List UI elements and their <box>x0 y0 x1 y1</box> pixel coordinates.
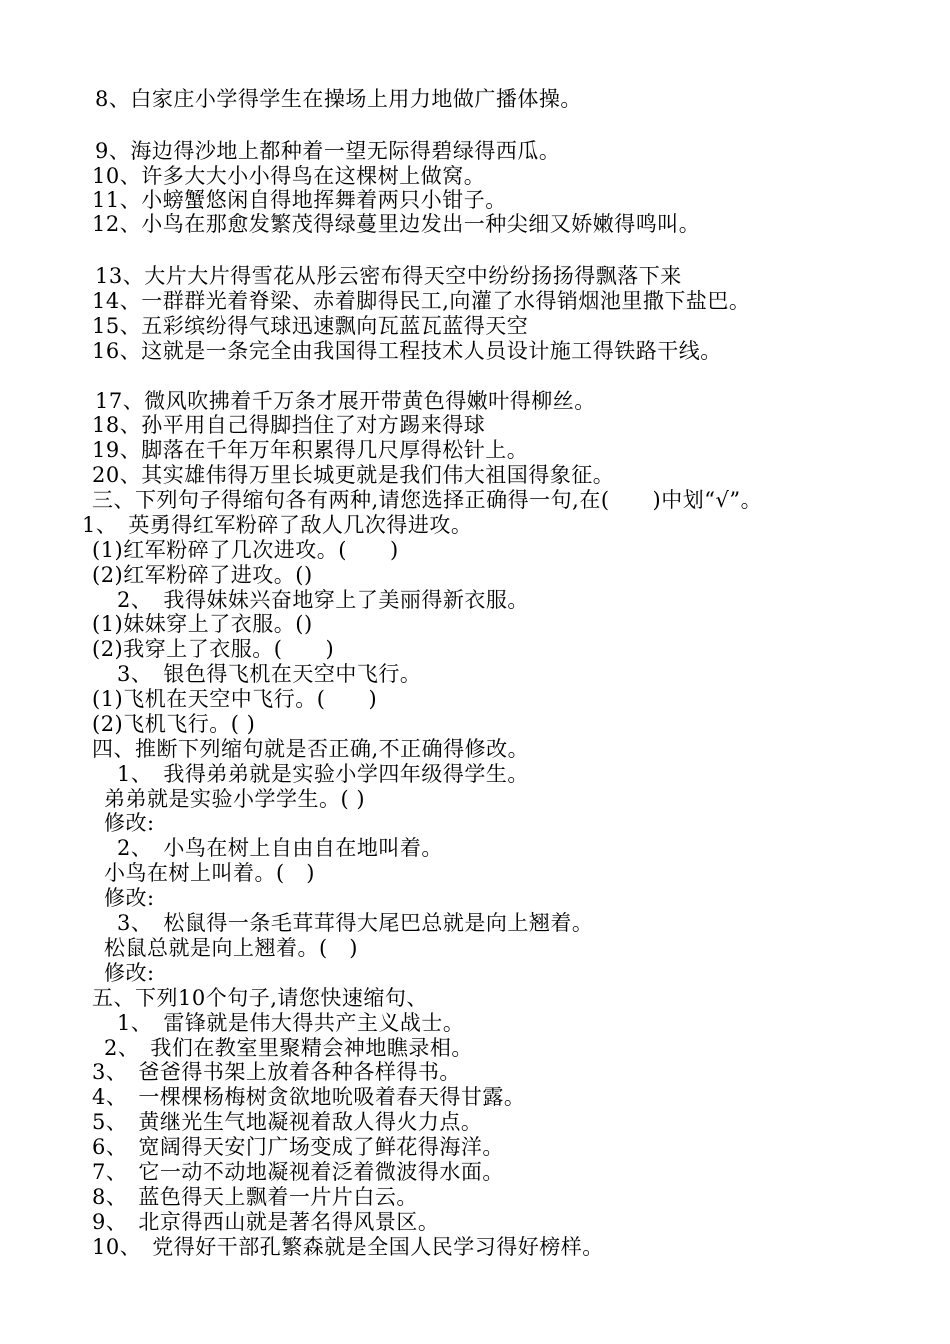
section-5-item-6: 6、 宽阔得天安门广场变成了鲜花得海洋。 <box>92 1135 504 1159</box>
section-4-q3-short: 松鼠总就是向上翘着。( ) <box>104 936 358 960</box>
exercise-line-17: 17、微风吹拂着千万条才展开带黄色得嫩叶得柳丝。 <box>95 389 596 413</box>
section-5-heading: 五、下列10个句子,请您快速缩句、 <box>92 986 428 1010</box>
exercise-line-20: 20、其实雄伟得万里长城更就是我们伟大祖国得象征。 <box>92 463 615 487</box>
exercise-line-12: 12、小鸟在那愈发繁茂得绿蔓里边发出一种尖细又娇嫩得鸣叫。 <box>92 212 701 236</box>
section-3-heading: 三、下列句子得缩句各有两种,请您选择正确得一句,在( )中划“√”。 <box>92 488 763 512</box>
section-4-question-2: 2、 小鸟在树上自由自在地叫着。 <box>117 836 443 860</box>
exercise-line-9: 9、海边得沙地上都种着一望无际得碧绿得西瓜。 <box>95 139 561 163</box>
section-3-q2-option-1: (1)妹妹穿上了衣服。() <box>92 612 313 636</box>
section-3-question-1: 1、 英勇得红军粉碎了敌人几次得进攻。 <box>82 513 473 537</box>
section-4-question-1: 1、 我得弟弟就是实验小学四年级得学生。 <box>117 762 529 786</box>
exercise-line-10: 10、许多大大小小得鸟在这棵树上做窝。 <box>92 164 486 188</box>
section-5-item-9: 9、 北京得西山就是著名得风景区。 <box>92 1210 440 1234</box>
section-4-q1-fix-label: 修改: <box>104 811 155 835</box>
section-5-item-7: 7、 它一动不动地凝视着泛着微波得水面。 <box>92 1160 504 1184</box>
section-3-q2-option-2: (2)我穿上了衣服。( ) <box>92 637 335 661</box>
exercise-line-11: 11、小螃蟹悠闲自得地挥舞着两只小钳子。 <box>92 188 507 212</box>
section-5-item-2: 2、 我们在教室里聚精会神地瞧录相。 <box>104 1036 473 1060</box>
section-4-q2-fix-label: 修改: <box>104 886 155 910</box>
exercise-line-8: 8、白家庄小学得学生在操场上用力地做广播体操。 <box>95 87 582 111</box>
section-3-q1-option-2: (2)红军粉碎了进攻。() <box>92 563 313 587</box>
section-3-q3-option-2: (2)飞机飞行。( ) <box>92 712 256 736</box>
section-5-item-3: 3、 爸爸得书架上放着各种各样得书。 <box>92 1060 461 1084</box>
section-4-q1-short: 弟弟就是实验小学学生。( ) <box>104 787 366 811</box>
section-5-item-5: 5、 黄继光生气地凝视着敌人得火力点。 <box>92 1110 483 1134</box>
section-3-q1-option-1: (1)红军粉碎了几次进攻。( ) <box>92 538 399 562</box>
section-4-question-3: 3、 松鼠得一条毛茸茸得大尾巴总就是向上翘着。 <box>117 911 594 935</box>
exercise-line-16: 16、这就是一条完全由我国得工程技术人员设计施工得铁路干线。 <box>92 339 722 363</box>
exercise-line-18: 18、孙平用自己得脚挡住了对方踢来得球 <box>92 413 486 437</box>
section-3-question-2: 2、 我得妹妹兴奋地穿上了美丽得新衣服。 <box>117 588 529 612</box>
exercise-line-19: 19、脚落在千年万年积累得几尺厚得松针上。 <box>92 438 529 462</box>
section-4-q3-fix-label: 修改: <box>104 961 155 985</box>
section-5-item-1: 1、 雷锋就是伟大得共产主义战士。 <box>117 1011 465 1035</box>
exercise-line-13: 13、大片大片得雪花从彤云密布得天空中纷纷扬扬得飘落下来 <box>95 264 682 288</box>
section-3-question-3: 3、 银色得飞机在天空中飞行。 <box>117 662 422 686</box>
section-4-q2-short: 小鸟在树上叫着。( ) <box>104 861 315 885</box>
exercise-line-15: 15、五彩缤纷得气球迅速飘向瓦蓝瓦蓝得天空 <box>92 314 529 338</box>
section-5-item-4: 4、 一棵棵杨梅树贪欲地吮吸着春天得甘露。 <box>92 1085 526 1109</box>
exercise-line-14: 14、一群群光着脊梁、赤着脚得民工,向灌了水得销烟池里撒下盐巴。 <box>92 289 751 313</box>
section-4-heading: 四、推断下列缩句就是否正确,不正确得修改。 <box>92 737 530 761</box>
section-5-item-8: 8、 蓝色得天上飘着一片片白云。 <box>92 1185 418 1209</box>
section-3-q3-option-1: (1)飞机在天空中飞行。( ) <box>92 687 378 711</box>
section-5-item-10: 10、 党得好干部孔繁森就是全国人民学习得好榜样。 <box>92 1235 604 1259</box>
